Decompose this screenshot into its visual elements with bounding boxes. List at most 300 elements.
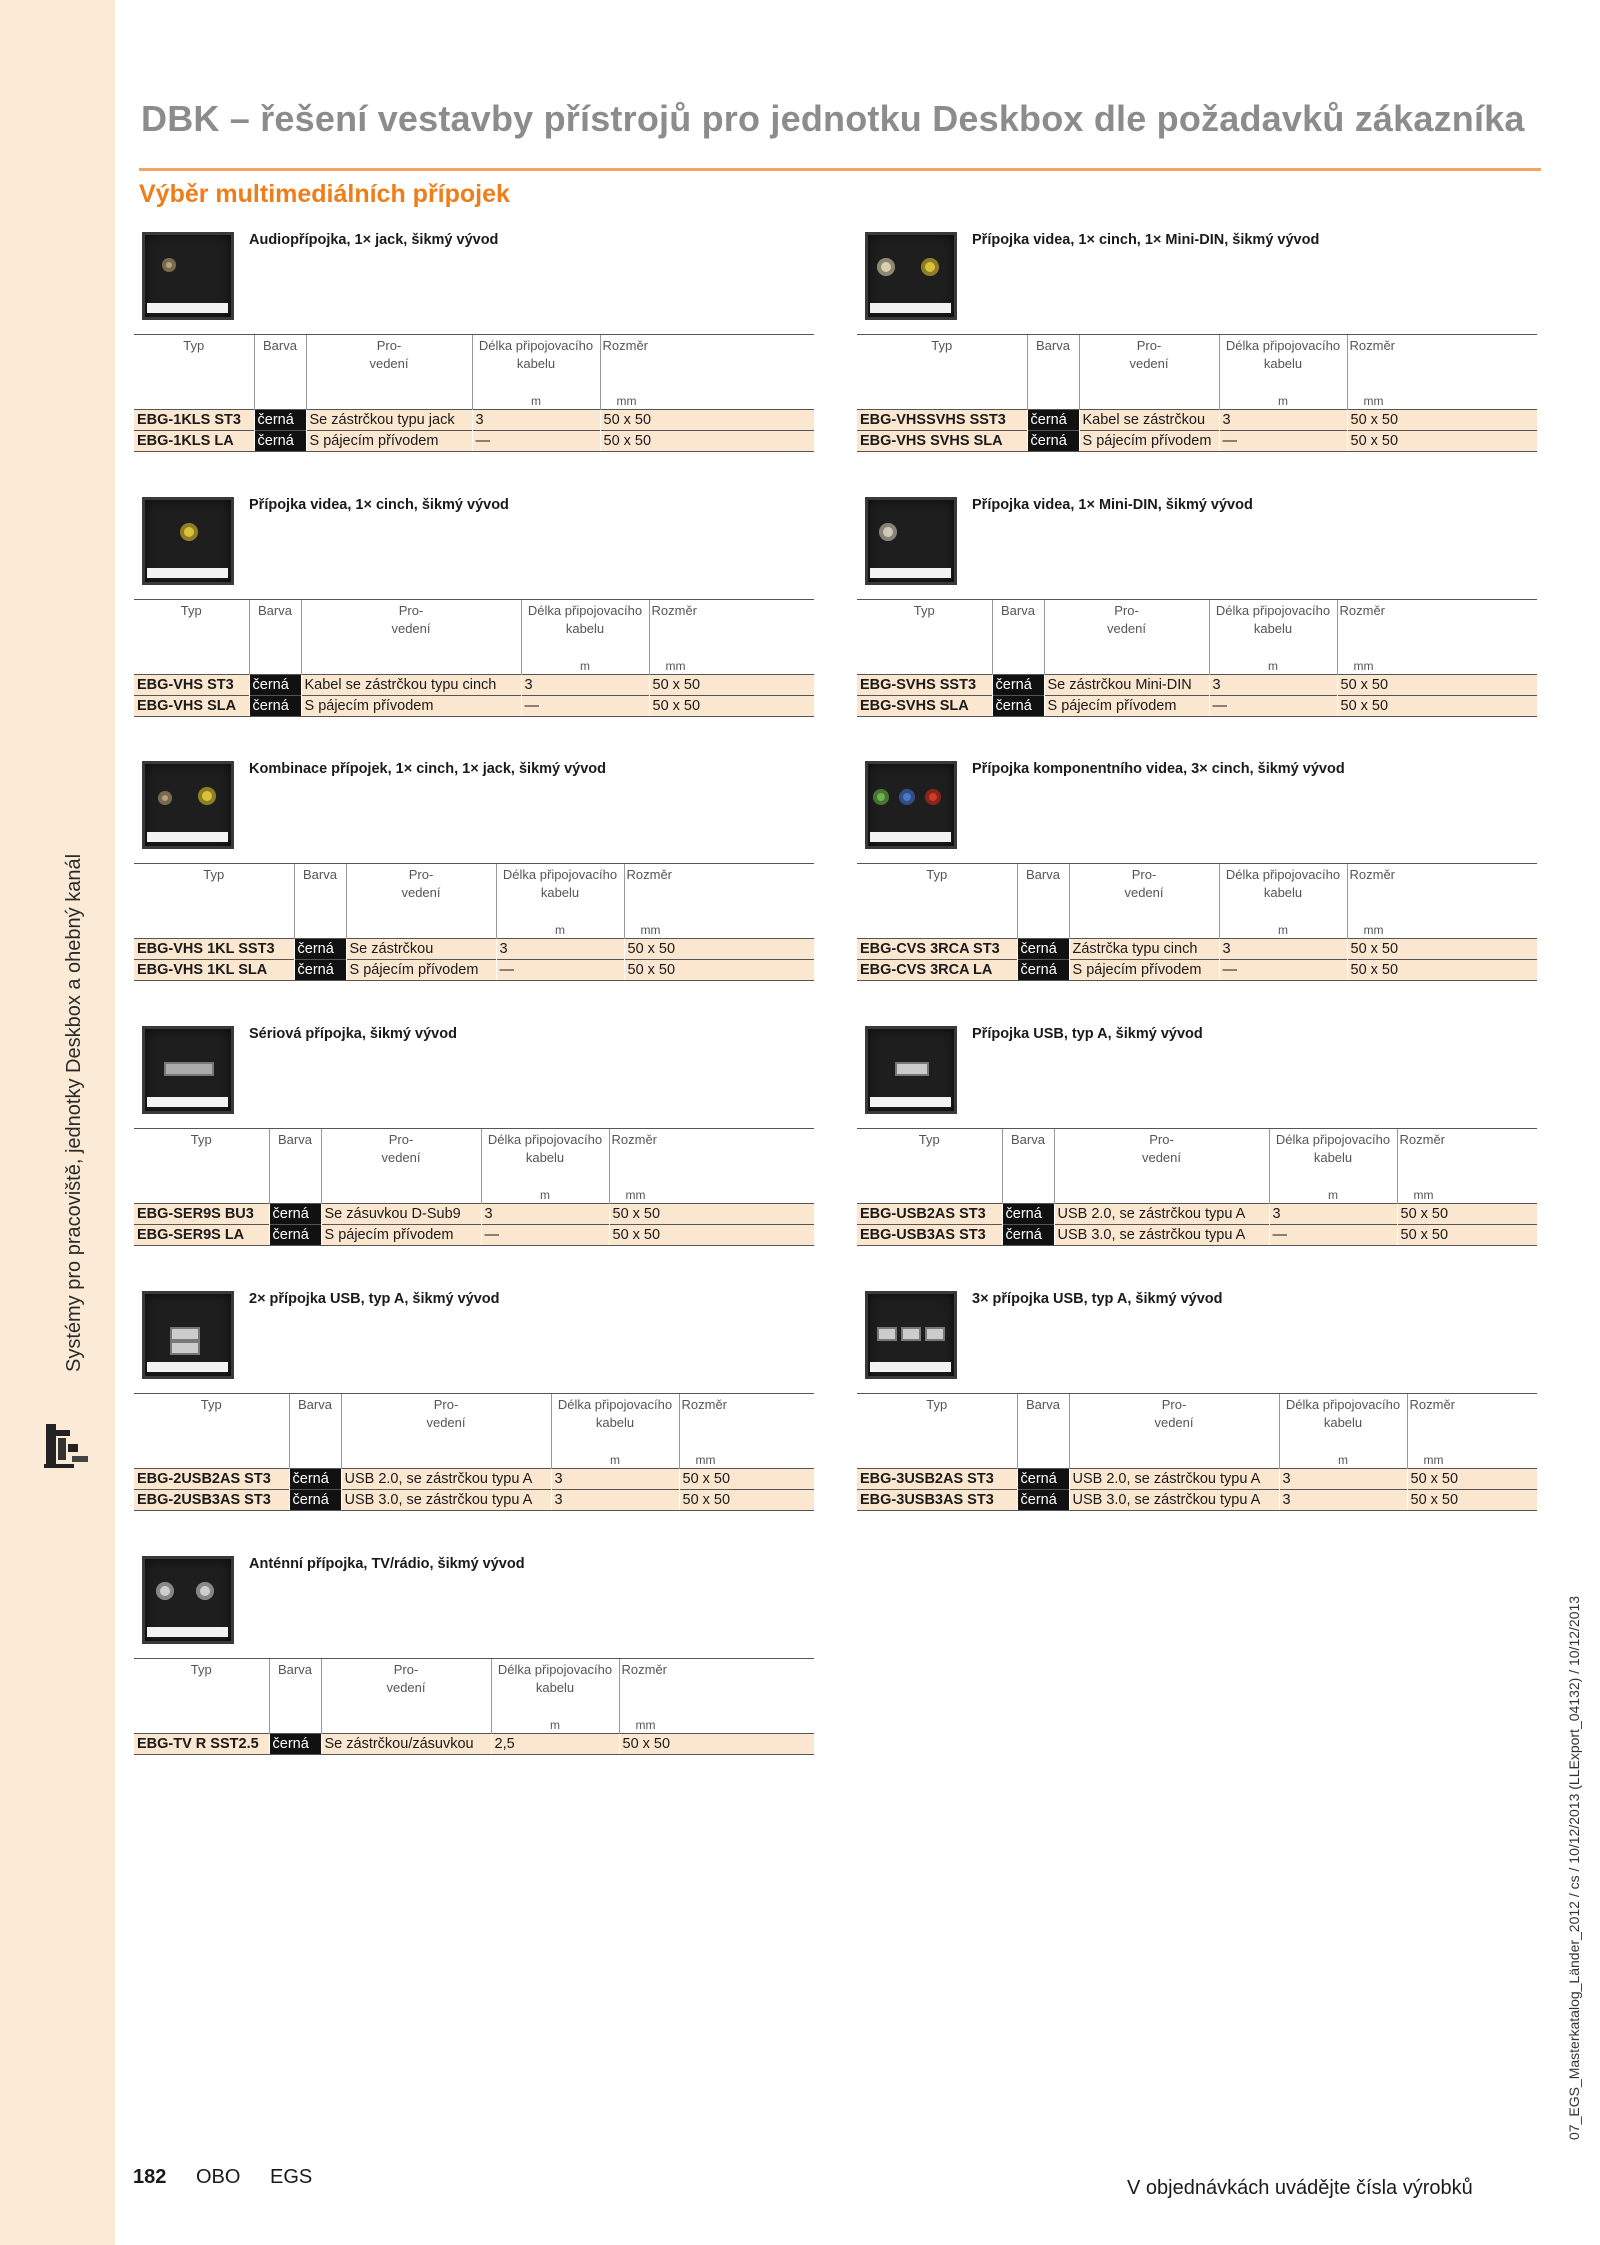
unit-cell <box>134 658 249 675</box>
column-header: Pro- vedení <box>321 1659 491 1718</box>
dimension-cell: 50 x 50 <box>1337 696 1537 717</box>
dimension-cell: 50 x 50 <box>1347 939 1537 960</box>
column-header: Barva <box>289 1394 341 1453</box>
color-cell: černá <box>1027 431 1079 452</box>
unit-cell: m <box>472 393 600 410</box>
color-cell: černá <box>289 1469 341 1490</box>
color-cell: černá <box>254 410 306 431</box>
cable-length-cell: 2,5 <box>491 1734 619 1755</box>
unit-cell <box>992 658 1044 675</box>
cable-length-cell: 3 <box>551 1469 679 1490</box>
cable-length-cell: 3 <box>1279 1490 1407 1511</box>
unit-cell <box>306 393 472 410</box>
design-cell: S pájecím přívodem <box>301 696 521 717</box>
antenna-tv-radio-icon <box>142 1556 234 1644</box>
unit-cell <box>1054 1187 1269 1204</box>
component-video-icon <box>865 761 957 849</box>
column-header: Délka připojovacího kabelu <box>472 335 600 394</box>
block-title: 2× přípojka USB, typ A, šikmý vývod <box>249 1291 500 1307</box>
table-row <box>857 960 1537 981</box>
connector-shape <box>156 1582 174 1600</box>
unit-cell: mm <box>619 1717 814 1734</box>
design-cell: S pájecím přívodem <box>306 431 472 452</box>
connector-shape <box>873 789 889 805</box>
connector-shape <box>925 789 941 805</box>
table-row <box>134 675 814 696</box>
unit-cell <box>294 922 346 939</box>
unit-cell <box>1044 658 1209 675</box>
color-cell: černá <box>269 1225 321 1246</box>
type-cell: EBG-SVHS SLA <box>857 696 992 717</box>
spec-table <box>857 1128 1537 1246</box>
cable-length-cell: 3 <box>521 675 649 696</box>
label-strip <box>870 1097 951 1107</box>
cable-length-cell: — <box>496 960 624 981</box>
color-cell: černá <box>269 1734 321 1755</box>
video-cinch-icon <box>142 497 234 585</box>
type-cell: EBG-2USB3AS ST3 <box>134 1490 289 1511</box>
footer-note: V objednávkách uvádějte čísla výrobků <box>1127 2177 1473 2199</box>
unit-cell <box>134 922 294 939</box>
dimension-cell: 50 x 50 <box>1347 410 1537 431</box>
label-strip <box>147 568 228 578</box>
unit-cell <box>301 658 521 675</box>
column-header: Typ <box>134 1394 289 1453</box>
type-cell: EBG-SER9S LA <box>134 1225 269 1246</box>
block-title: Kombinace přípojek, 1× cinch, 1× jack, šikmý vývod <box>249 761 607 777</box>
unit-cell <box>1002 1187 1054 1204</box>
design-cell: USB 2.0, se zástrčkou typu A <box>341 1469 551 1490</box>
column-header: Barva <box>1017 864 1069 923</box>
spec-table <box>134 599 814 717</box>
usb-icon <box>865 1026 957 1114</box>
dimension-cell: 50 x 50 <box>609 1225 814 1246</box>
design-cell: Zástrčka typu cinch <box>1069 939 1219 960</box>
connector-shape <box>170 1341 200 1355</box>
column-header: Rozměr <box>1397 1129 1537 1188</box>
connector-shape <box>180 523 198 541</box>
column-header: Barva <box>1027 335 1079 394</box>
column-header: Rozměr <box>1347 864 1537 923</box>
product-block <box>857 1291 1537 1541</box>
type-cell: EBG-SVHS SST3 <box>857 675 992 696</box>
color-cell: černá <box>1017 960 1069 981</box>
connector-shape <box>879 523 897 541</box>
type-cell: EBG-VHS 1KL SLA <box>134 960 294 981</box>
unit-cell: mm <box>1347 922 1537 939</box>
column-header: Typ <box>857 335 1027 394</box>
unit-cell: m <box>1209 658 1337 675</box>
design-cell: Kabel se zástrčkou typu cinch <box>301 675 521 696</box>
table-row <box>857 939 1537 960</box>
dimension-cell: 50 x 50 <box>679 1490 814 1511</box>
column-header: Délka připojovacího kabelu <box>551 1394 679 1453</box>
dimension-cell: 50 x 50 <box>649 696 814 717</box>
unit-cell <box>1017 922 1069 939</box>
column-header: Barva <box>992 600 1044 659</box>
connector-shape <box>877 258 895 276</box>
label-strip <box>147 1097 228 1107</box>
product-block <box>134 232 814 482</box>
block-title: Audiopřípojka, 1× jack, šikmý vývod <box>249 232 499 248</box>
color-cell: černá <box>1002 1225 1054 1246</box>
column-header: Rozměr <box>1337 600 1537 659</box>
unit-cell: mm <box>1347 393 1537 410</box>
footer-brand: OBO <box>196 2166 241 2188</box>
unit-cell: mm <box>649 658 814 675</box>
column-header: Délka připojovacího kabelu <box>1269 1129 1397 1188</box>
spec-table <box>857 863 1537 981</box>
product-block <box>857 761 1537 1011</box>
column-header: Pro- vedení <box>301 600 521 659</box>
unit-cell: m <box>521 658 649 675</box>
column-header: Typ <box>134 1659 269 1718</box>
design-cell: S pájecím přívodem <box>1044 696 1209 717</box>
column-header: Barva <box>269 1129 321 1188</box>
audio-jack-icon <box>142 232 234 320</box>
column-header: Délka připojovacího kabelu <box>1219 864 1347 923</box>
unit-cell <box>857 1187 1002 1204</box>
spec-table <box>857 599 1537 717</box>
connector-shape <box>196 1582 214 1600</box>
dimension-cell: 50 x 50 <box>1407 1469 1537 1490</box>
connector-shape <box>198 787 216 805</box>
unit-cell: mm <box>1407 1452 1537 1469</box>
table-row <box>134 410 814 431</box>
design-cell: USB 2.0, se zástrčkou typu A <box>1054 1204 1269 1225</box>
spec-table <box>857 1393 1537 1511</box>
column-header: Barva <box>269 1659 321 1718</box>
product-block <box>857 1026 1537 1276</box>
column-header: Pro- vedení <box>306 335 472 394</box>
unit-cell <box>341 1452 551 1469</box>
design-cell: USB 2.0, se zástrčkou typu A <box>1069 1469 1279 1490</box>
label-strip <box>147 303 228 313</box>
column-header: Rozměr <box>1347 335 1537 394</box>
unit-cell <box>321 1717 491 1734</box>
column-header: Pro- vedení <box>1069 1394 1279 1453</box>
dimension-cell: 50 x 50 <box>619 1734 814 1755</box>
dimension-cell: 50 x 50 <box>1397 1225 1537 1246</box>
spec-table <box>134 1658 814 1755</box>
column-header: Délka připojovacího kabelu <box>521 600 649 659</box>
unit-cell: mm <box>624 922 814 939</box>
connector-shape <box>895 1062 929 1076</box>
column-header: Typ <box>134 1129 269 1188</box>
column-header: Barva <box>254 335 306 394</box>
table-row <box>857 1204 1537 1225</box>
unit-cell <box>1079 393 1219 410</box>
cable-length-cell: — <box>521 696 649 717</box>
cable-length-cell: 3 <box>1209 675 1337 696</box>
column-header: Pro- vedení <box>341 1394 551 1453</box>
label-strip <box>870 303 951 313</box>
unit-cell: m <box>1219 922 1347 939</box>
unit-cell <box>1069 1452 1279 1469</box>
dimension-cell: 50 x 50 <box>1407 1490 1537 1511</box>
cable-length-cell: 3 <box>1279 1469 1407 1490</box>
column-header: Typ <box>857 1129 1002 1188</box>
unit-cell <box>857 1452 1017 1469</box>
dimension-cell: 50 x 50 <box>649 675 814 696</box>
serial-dsub-icon <box>142 1026 234 1114</box>
type-cell: EBG-VHS 1KL SST3 <box>134 939 294 960</box>
section-title: Výběr multimediálních přípojek <box>139 180 510 208</box>
dimension-cell: 50 x 50 <box>679 1469 814 1490</box>
dimension-cell: 50 x 50 <box>1397 1204 1537 1225</box>
unit-cell: m <box>491 1717 619 1734</box>
unit-cell <box>857 393 1027 410</box>
dimension-cell: 50 x 50 <box>1347 431 1537 452</box>
color-cell: černá <box>294 939 346 960</box>
spec-table <box>134 1128 814 1246</box>
cable-length-cell: — <box>1219 960 1347 981</box>
footer-section: EGS <box>270 2166 313 2188</box>
table-row <box>857 431 1537 452</box>
workstation-logo-icon <box>44 1420 92 1470</box>
usb-double-icon <box>142 1291 234 1379</box>
column-header: Barva <box>294 864 346 923</box>
sidebar <box>0 0 115 2245</box>
unit-cell: mm <box>1397 1187 1537 1204</box>
spec-table <box>134 863 814 981</box>
color-cell: černá <box>1002 1204 1054 1225</box>
type-cell: EBG-3USB3AS ST3 <box>857 1490 1017 1511</box>
table-row <box>857 675 1537 696</box>
table-row <box>134 1734 814 1755</box>
color-cell: černá <box>254 431 306 452</box>
unit-cell <box>321 1187 481 1204</box>
block-title: Přípojka komponentního videa, 3× cinch, šikmý vývod <box>972 761 1345 777</box>
design-cell: Se zástrčkou <box>346 939 496 960</box>
cinch-jack-combo-icon <box>142 761 234 849</box>
type-cell: EBG-2USB2AS ST3 <box>134 1469 289 1490</box>
design-cell: S pájecím přívodem <box>1069 960 1219 981</box>
page-title: DBK – řešení vestavby přístrojů pro jednotku Deskbox dle požadavků zákazníka <box>141 98 1525 139</box>
type-cell: EBG-SER9S BU3 <box>134 1204 269 1225</box>
type-cell: EBG-USB3AS ST3 <box>857 1225 1002 1246</box>
column-header: Délka připojovacího kabelu <box>1279 1394 1407 1453</box>
connector-shape <box>164 1062 214 1076</box>
table-row <box>134 1225 814 1246</box>
unit-cell <box>269 1717 321 1734</box>
cable-length-cell: 3 <box>1219 410 1347 431</box>
spec-table <box>134 1393 814 1511</box>
table-row <box>134 1469 814 1490</box>
type-cell: EBG-1KLS LA <box>134 431 254 452</box>
unit-cell: m <box>496 922 624 939</box>
design-cell: Se zástrčkou Mini-DIN <box>1044 675 1209 696</box>
product-block <box>134 1291 814 1541</box>
type-cell: EBG-VHS SVHS SLA <box>857 431 1027 452</box>
table-row <box>857 1469 1537 1490</box>
table-row <box>857 410 1537 431</box>
cable-length-cell: — <box>1269 1225 1397 1246</box>
type-cell: EBG-CVS 3RCA ST3 <box>857 939 1017 960</box>
dimension-cell: 50 x 50 <box>1347 960 1537 981</box>
product-block <box>857 232 1537 482</box>
design-cell: USB 3.0, se zástrčkou typu A <box>1054 1225 1269 1246</box>
column-header: Barva <box>1002 1129 1054 1188</box>
table-row <box>857 1225 1537 1246</box>
column-header: Barva <box>249 600 301 659</box>
design-cell: Se zástrčkou typu jack <box>306 410 472 431</box>
block-title: Anténní přípojka, TV/rádio, šikmý vývod <box>249 1556 525 1572</box>
table-row <box>134 1490 814 1511</box>
column-header: Délka připojovacího kabelu <box>481 1129 609 1188</box>
cable-length-cell: 3 <box>472 410 600 431</box>
color-cell: černá <box>992 696 1044 717</box>
dimension-cell: 50 x 50 <box>600 431 814 452</box>
label-strip <box>147 1362 228 1372</box>
usb-triple-icon <box>865 1291 957 1379</box>
column-header: Typ <box>134 600 249 659</box>
block-title: Přípojka videa, 1× cinch, šikmý vývod <box>249 497 509 513</box>
connector-shape <box>877 1327 897 1341</box>
cable-length-cell: 3 <box>551 1490 679 1511</box>
spec-table <box>134 334 814 452</box>
column-header: Rozměr <box>600 335 814 394</box>
connector-shape <box>899 789 915 805</box>
connector-shape <box>901 1327 921 1341</box>
label-strip <box>870 1362 951 1372</box>
column-header: Typ <box>134 864 294 923</box>
table-row <box>134 960 814 981</box>
dimension-cell: 50 x 50 <box>624 960 814 981</box>
block-title: Přípojka USB, typ A, šikmý vývod <box>972 1026 1203 1042</box>
color-cell: černá <box>269 1204 321 1225</box>
column-header: Pro- vedení <box>321 1129 481 1188</box>
label-strip <box>870 832 951 842</box>
design-cell: USB 3.0, se zástrčkou typu A <box>341 1490 551 1511</box>
column-header: Rozměr <box>619 1659 814 1718</box>
column-header: Typ <box>857 864 1017 923</box>
unit-cell <box>134 1452 289 1469</box>
column-header: Délka připojovacího kabelu <box>1209 600 1337 659</box>
unit-cell: m <box>551 1452 679 1469</box>
color-cell: černá <box>294 960 346 981</box>
table-row <box>134 1204 814 1225</box>
title-divider <box>139 168 1541 171</box>
dimension-cell: 50 x 50 <box>624 939 814 960</box>
cable-length-cell: 3 <box>1269 1204 1397 1225</box>
column-header: Délka připojovacího kabelu <box>491 1659 619 1718</box>
block-title: Sériová přípojka, šikmý vývod <box>249 1026 457 1042</box>
column-header: Délka připojovacího kabelu <box>496 864 624 923</box>
type-cell: EBG-3USB2AS ST3 <box>857 1469 1017 1490</box>
color-cell: černá <box>992 675 1044 696</box>
cable-length-cell: — <box>472 431 600 452</box>
color-cell: černá <box>1017 939 1069 960</box>
spec-table <box>857 334 1537 452</box>
unit-cell <box>134 1187 269 1204</box>
table-row <box>857 696 1537 717</box>
connector-shape <box>162 258 176 272</box>
design-cell: S pájecím přívodem <box>346 960 496 981</box>
column-header: Rozměr <box>649 600 814 659</box>
cable-length-cell: — <box>1219 431 1347 452</box>
label-strip <box>147 832 228 842</box>
type-cell: EBG-VHS SLA <box>134 696 249 717</box>
unit-cell <box>289 1452 341 1469</box>
color-cell: černá <box>249 696 301 717</box>
dimension-cell: 50 x 50 <box>1337 675 1537 696</box>
block-title: Přípojka videa, 1× Mini-DIN, šikmý vývod <box>972 497 1253 513</box>
product-block <box>134 1026 814 1276</box>
video-cinch-mini-din-icon <box>865 232 957 320</box>
type-cell: EBG-USB2AS ST3 <box>857 1204 1002 1225</box>
unit-cell: mm <box>609 1187 814 1204</box>
label-strip <box>870 568 951 578</box>
mini-din-icon <box>865 497 957 585</box>
unit-cell <box>249 658 301 675</box>
column-header: Typ <box>134 335 254 394</box>
unit-cell <box>269 1187 321 1204</box>
product-block <box>134 1556 814 1806</box>
type-cell: EBG-1KLS ST3 <box>134 410 254 431</box>
product-block <box>134 497 814 747</box>
connector-shape <box>925 1327 945 1341</box>
column-header: Rozměr <box>679 1394 814 1453</box>
design-cell: USB 3.0, se zástrčkou typu A <box>1069 1490 1279 1511</box>
design-cell: Se zástrčkou/zásuvkou <box>321 1734 491 1755</box>
table-row <box>134 431 814 452</box>
unit-cell <box>857 658 992 675</box>
cable-length-cell: — <box>481 1225 609 1246</box>
unit-cell <box>1069 922 1219 939</box>
column-header: Pro- vedení <box>1069 864 1219 923</box>
table-row <box>857 1490 1537 1511</box>
product-block <box>857 497 1537 747</box>
column-header: Pro- vedení <box>346 864 496 923</box>
cable-length-cell: 3 <box>496 939 624 960</box>
table-row <box>134 939 814 960</box>
design-cell: S pájecím přívodem <box>1079 431 1219 452</box>
column-header: Pro- vedení <box>1044 600 1209 659</box>
column-header: Pro- vedení <box>1054 1129 1269 1188</box>
unit-cell <box>346 922 496 939</box>
unit-cell <box>134 393 254 410</box>
unit-cell <box>857 922 1017 939</box>
color-cell: černá <box>1017 1490 1069 1511</box>
unit-cell: m <box>1279 1452 1407 1469</box>
unit-cell: mm <box>1337 658 1537 675</box>
unit-cell: m <box>481 1187 609 1204</box>
page-number: 182 <box>133 2166 167 2188</box>
dimension-cell: 50 x 50 <box>600 410 814 431</box>
product-block <box>134 761 814 1011</box>
unit-cell <box>134 1717 269 1734</box>
column-header: Délka připojovacího kabelu <box>1219 335 1347 394</box>
cable-length-cell: 3 <box>481 1204 609 1225</box>
cable-length-cell: 3 <box>1219 939 1347 960</box>
unit-cell <box>1027 393 1079 410</box>
column-header: Typ <box>857 600 992 659</box>
color-cell: černá <box>249 675 301 696</box>
dimension-cell: 50 x 50 <box>609 1204 814 1225</box>
color-cell: černá <box>1017 1469 1069 1490</box>
column-header: Pro- vedení <box>1079 335 1219 394</box>
column-header: Rozměr <box>624 864 814 923</box>
connector-shape <box>170 1327 200 1341</box>
design-cell: Se zásuvkou D-Sub9 <box>321 1204 481 1225</box>
block-title: 3× přípojka USB, typ A, šikmý vývod <box>972 1291 1223 1307</box>
sidebar-vertical-text: Systémy pro pracoviště, jednotky Deskbox a ohebný kanál <box>63 853 85 1372</box>
column-header: Rozměr <box>609 1129 814 1188</box>
unit-cell: mm <box>679 1452 814 1469</box>
unit-cell: m <box>1269 1187 1397 1204</box>
unit-cell <box>1017 1452 1069 1469</box>
